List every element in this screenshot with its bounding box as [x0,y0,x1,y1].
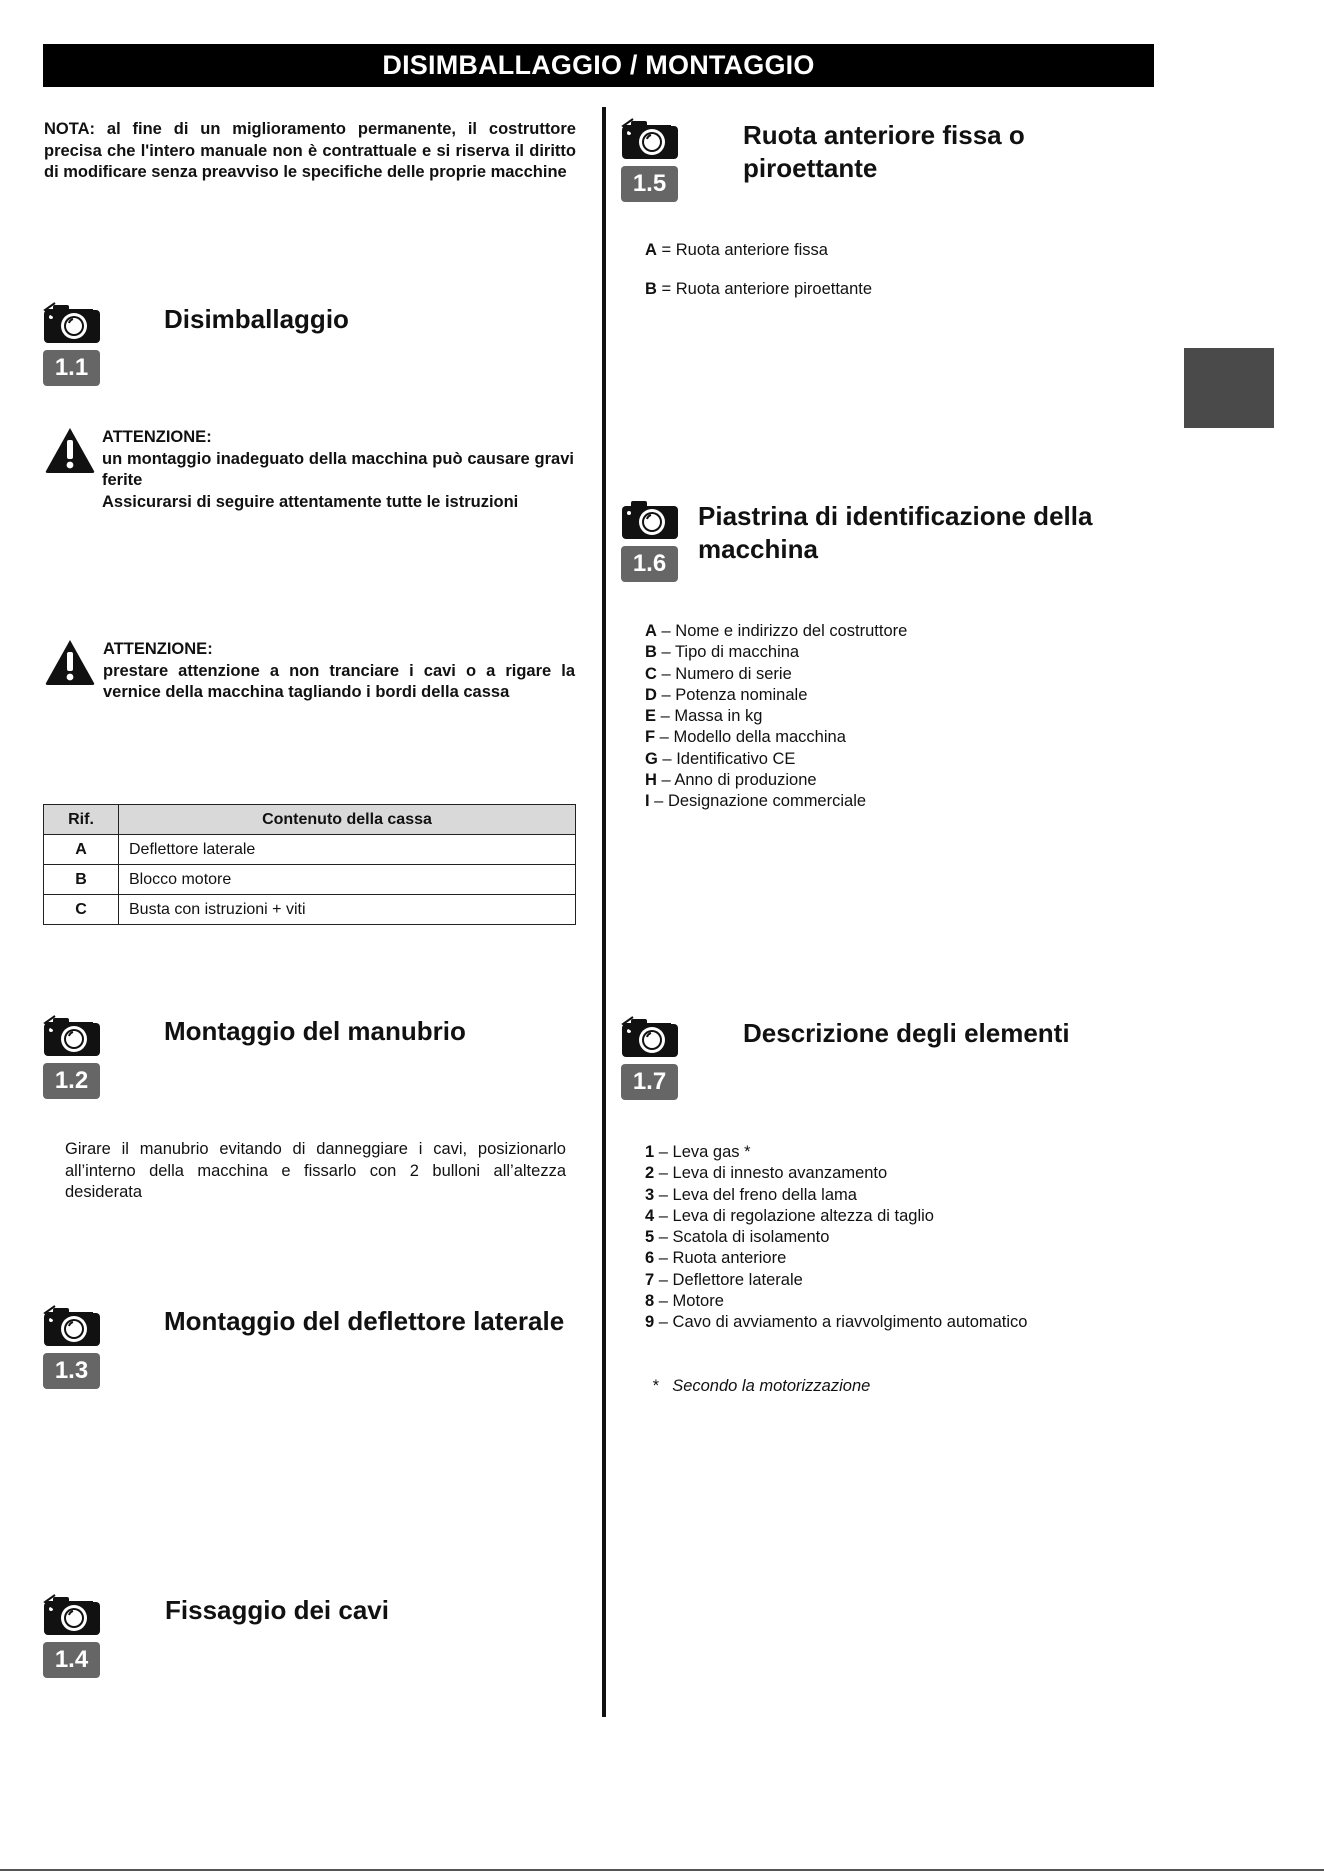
ruota-list [645,240,872,301]
list-text: Potenza nominale [675,685,808,704]
list-text: Numero di serie [675,664,792,683]
footnote [652,1377,870,1396]
camera-icon [621,498,679,540]
section-badge: 1.7 [621,1064,678,1100]
list-sep: – [654,1249,673,1268]
list-text: Modello della macchina [673,728,846,747]
bottom-rule [0,1869,1324,1871]
table-cell-content: Blocco motore [119,865,576,895]
list-sep: – [656,664,676,683]
list-item [645,621,907,642]
table-header-row [44,805,576,835]
section-title: Montaggio del manubrio [164,1016,466,1046]
list-sep: – [654,1143,673,1161]
list-item [645,642,907,663]
list-item [645,1142,1027,1163]
arrow-left-icon [621,1016,671,1032]
list-key: 2 [645,1164,655,1183]
list-key: G [645,749,658,768]
section-1-5-marker [621,118,741,208]
section-badge: 1.2 [43,1063,100,1099]
table-row [44,895,576,925]
list-item [645,1163,1027,1184]
list-sep: – [654,1270,673,1289]
section-1-4-marker [43,1594,163,1684]
page-title: DISIMBALLAGGIO / MONTAGGIO [43,44,1154,87]
section-1-7-marker [621,1016,741,1106]
list-text: Tipo di macchina [674,643,800,662]
section-title: Montaggio del deflettore laterale [164,1306,565,1336]
list-item [645,664,907,685]
warning-icon [44,638,96,686]
section-1-3-marker [43,1305,163,1395]
list-sep: – [657,749,677,768]
list-item [645,1206,1027,1227]
list-key: A [645,241,657,259]
section-title [743,119,1025,185]
list-item [645,749,907,770]
list-key: B [645,643,657,662]
list-text: Ruota anteriore fissa [675,241,828,259]
list-item [645,279,872,300]
section-badge: 1.4 [43,1642,100,1678]
table-row [44,835,576,865]
piastrina-list [645,621,907,813]
list-key: E [645,707,657,726]
list-text: Motore [672,1292,724,1311]
list-text: Identificativo CE [676,749,796,768]
list-sep: – [654,1185,673,1204]
list-text: Deflettore laterale [672,1270,803,1289]
list-text: Cavo di avviamento a riavvolgimento automatico [672,1313,1028,1332]
list-sep: = [656,280,676,299]
list-text: Scatola di isolamento [672,1228,830,1247]
list-sep: – [654,1292,673,1311]
footnote-mark: * [652,1377,659,1395]
warning-block [103,639,575,704]
list-item [645,1227,1027,1248]
section-title: Descrizione degli elementi [743,1018,1070,1048]
list-key: 1 [645,1143,655,1161]
list-sep: – [656,771,675,790]
list-text: Leva del freno della lama [672,1185,857,1204]
section-badge: 1.3 [43,1353,100,1389]
list-sep: – [654,1206,673,1225]
list-item [645,791,907,812]
column-divider [602,107,606,1717]
list-key: B [645,280,657,299]
list-key: I [645,792,650,811]
section-title: Fissaggio dei cavi [165,1595,389,1625]
list-text: Massa in kg [674,707,763,726]
elementi-list [645,1142,1027,1334]
table-row [44,865,576,895]
list-key: F [645,728,656,747]
list-text: Designazione commerciale [667,792,867,811]
table-cell-content: Busta con istruzioni + viti [119,895,576,925]
list-key: 5 [645,1228,655,1247]
footnote-text: Secondo la motorizzazione [672,1377,871,1395]
table-cell-ref: A [44,835,119,865]
section-badge: 1.1 [43,350,100,386]
section-title: Disimballaggio [164,304,349,334]
list-sep: – [656,685,676,704]
contents-table [43,804,576,925]
warning-block [102,427,574,513]
list-item [645,706,907,727]
arrow-left-icon [43,1015,93,1031]
list-key: A [645,622,657,640]
list-item [645,685,907,706]
list-text: Leva di innesto avanzamento [672,1164,888,1183]
list-text: Leva gas * [672,1143,751,1161]
list-item [645,770,907,791]
list-sep: – [654,1164,673,1183]
arrow-left-icon [43,302,93,318]
section-title-line: Ruota anteriore fissa o [743,120,1025,150]
list-key: H [645,771,657,790]
list-key: 9 [645,1313,655,1332]
list-key: 7 [645,1270,655,1289]
table-cell-ref: B [44,865,119,895]
section-title [698,500,1092,566]
list-sep: = [656,241,676,259]
section-title-line: Piastrina di identificazione della [698,501,1093,531]
list-text: Ruota anteriore [672,1249,787,1268]
section-badge: 1.5 [621,166,678,202]
list-sep: – [649,792,668,811]
list-item [645,1270,1027,1291]
list-key: 3 [645,1185,655,1204]
list-sep: – [654,1228,673,1247]
list-key: 6 [645,1249,655,1268]
list-text: Ruota anteriore piroettante [675,280,873,299]
table-cell-ref: C [44,895,119,925]
list-sep: – [656,622,676,640]
section-1-1-marker [43,302,163,392]
warning-text: prestare attenzione a non tranciare i cavi o a rigare la vernice della macchina tagliando i bordi della cassa [103,661,575,701]
list-item [645,727,907,748]
list-key: D [645,685,657,704]
list-item [645,240,872,261]
section-badge: 1.6 [621,546,678,582]
list-sep: – [656,643,675,662]
warning-heading: ATTENZIONE: [103,640,213,658]
nota-text: NOTA: al fine di un miglioramento permanente, il costruttore precisa che l'intero manuale non è contrattuale e si riserva il diritto di modificare senza preavviso le specifiche delle proprie macchine [44,120,576,181]
list-item [645,1248,1027,1269]
section-title-line: piroettante [743,153,878,183]
arrow-left-icon [43,1305,93,1321]
list-text: Anno di produzione [674,771,817,790]
list-sep: – [655,728,674,747]
list-text: Leva di regolazione altezza di taglio [672,1206,934,1225]
side-tab-marker [1184,348,1274,428]
section-title-line: macchina [698,534,818,564]
warning-heading: ATTENZIONE: [102,428,212,446]
table-header-ref: Rif. [44,805,119,835]
warning-text: un montaggio inadeguato della macchina può causare gravi ferite [102,449,574,489]
table-header-content: Contenuto della cassa [119,805,576,835]
list-key: C [645,664,657,683]
warning-icon [44,426,96,474]
list-item [645,1291,1027,1312]
list-sep: – [654,1313,673,1332]
list-item [645,1185,1027,1206]
table-cell-content: Deflettore laterale [119,835,576,865]
manubrio-text: Girare il manubrio evitando di danneggiare i cavi, posizionarlo all’interno della macchina e fissarlo con 2 bulloni all’altezza desiderata [65,1140,566,1201]
arrow-left-icon [43,1594,93,1610]
list-key: 4 [645,1206,655,1225]
arrow-left-icon [621,118,671,134]
list-text: Nome e indirizzo del costruttore [675,622,908,640]
list-item [645,1312,1027,1333]
list-key: 8 [645,1292,655,1311]
section-1-2-marker [43,1015,163,1105]
warning-text: Assicurarsi di seguire attentamente tutte le istruzioni [102,492,519,511]
list-sep: – [656,707,675,726]
